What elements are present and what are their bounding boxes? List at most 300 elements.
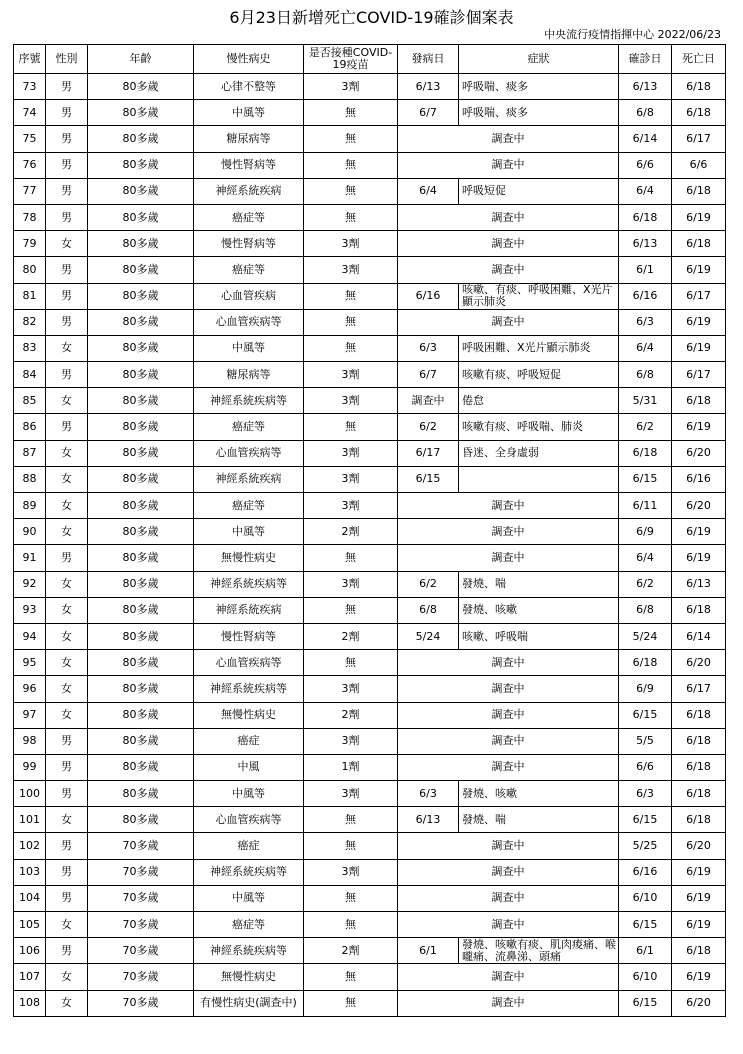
- cell-no: 83: [14, 335, 46, 361]
- cell-no: 88: [14, 466, 46, 492]
- cell-death: 6/18: [672, 100, 726, 126]
- cell-confirm: 6/2: [619, 571, 672, 597]
- cell-death: 6/19: [672, 309, 726, 335]
- cell-age: 80多歲: [88, 623, 194, 649]
- cell-vaccine: 無: [304, 178, 398, 204]
- table-row: [14, 728, 726, 754]
- cell-death: 6/19: [672, 885, 726, 911]
- cell-symptoms: 呼吸喘、痰多: [459, 74, 619, 100]
- table-row: [14, 545, 726, 571]
- cell-death: 6/16: [672, 466, 726, 492]
- cell-sex: 男: [46, 74, 88, 100]
- cell-confirm: 5/25: [619, 833, 672, 859]
- cell-no: 92: [14, 571, 46, 597]
- cell-confirm: 5/24: [619, 623, 672, 649]
- cell-age: 80多歲: [88, 414, 194, 440]
- cell-confirm: 6/18: [619, 650, 672, 676]
- cell-no: 103: [14, 859, 46, 885]
- cell-confirm: 6/14: [619, 126, 672, 152]
- cell-confirm: 5/31: [619, 388, 672, 414]
- cell-history: 癌症等: [194, 912, 304, 938]
- cell-death: 6/13: [672, 571, 726, 597]
- cell-confirm: 6/16: [619, 283, 672, 309]
- cell-sex: 女: [46, 231, 88, 257]
- cell-no: 81: [14, 283, 46, 309]
- cell-onset: 6/3: [398, 335, 459, 361]
- header-confirm: 確診日: [619, 45, 672, 74]
- cell-sex: 女: [46, 493, 88, 519]
- cell-investigating: 調查中: [398, 152, 619, 178]
- header-no: 序號: [14, 45, 46, 74]
- cell-vaccine: 無: [304, 309, 398, 335]
- cell-confirm: 6/15: [619, 466, 672, 492]
- cell-death: 6/19: [672, 414, 726, 440]
- cell-sex: 男: [46, 257, 88, 283]
- cell-confirm: 6/13: [619, 231, 672, 257]
- table-row: [14, 964, 726, 990]
- cell-vaccine: 無: [304, 283, 398, 309]
- cell-onset: 6/7: [398, 100, 459, 126]
- cell-age: 80多歲: [88, 74, 194, 100]
- table-row: [14, 754, 726, 780]
- cell-investigating: 調查中: [398, 728, 619, 754]
- cell-history: 無慢性病史: [194, 545, 304, 571]
- cell-death: 6/19: [672, 204, 726, 230]
- cell-death: 6/20: [672, 440, 726, 466]
- cell-confirm: 6/15: [619, 807, 672, 833]
- cell-confirm: 6/15: [619, 702, 672, 728]
- cell-age: 80多歲: [88, 362, 194, 388]
- table-row: [14, 702, 726, 728]
- cell-confirm: 6/4: [619, 545, 672, 571]
- cell-no: 94: [14, 623, 46, 649]
- table-row: [14, 440, 726, 466]
- cell-no: 91: [14, 545, 46, 571]
- table-row: [14, 676, 726, 702]
- cell-symptoms: 發燒、咳嗽有痰、肌肉痠痛、喉嚨痛、流鼻涕、頭痛: [459, 938, 619, 964]
- cell-symptoms: 發燒、咳嗽: [459, 597, 619, 623]
- table-row: [14, 231, 726, 257]
- cell-history: 神經系統疾病: [194, 178, 304, 204]
- cell-vaccine: 無: [304, 964, 398, 990]
- cell-history: 中風等: [194, 519, 304, 545]
- cell-age: 80多歲: [88, 676, 194, 702]
- cell-symptoms: 發燒、喘: [459, 571, 619, 597]
- cell-death: 6/18: [672, 388, 726, 414]
- cell-death: 6/6: [672, 152, 726, 178]
- cell-vaccine: 無: [304, 833, 398, 859]
- cell-investigating: 調查中: [398, 257, 619, 283]
- cell-onset: 6/4: [398, 178, 459, 204]
- cell-sex: 男: [46, 178, 88, 204]
- table-row: [14, 938, 726, 964]
- table-row: [14, 859, 726, 885]
- cell-age: 80多歲: [88, 178, 194, 204]
- cell-confirm: 6/18: [619, 204, 672, 230]
- cell-age: 80多歲: [88, 309, 194, 335]
- cell-vaccine: 3劑: [304, 466, 398, 492]
- cell-vaccine: 2劑: [304, 702, 398, 728]
- table-row: [14, 833, 726, 859]
- cell-sex: 男: [46, 204, 88, 230]
- cell-death: 6/18: [672, 754, 726, 780]
- cell-death: 6/17: [672, 362, 726, 388]
- cell-vaccine: 無: [304, 650, 398, 676]
- cell-death: 6/19: [672, 964, 726, 990]
- page-title: 6月23日新增死亡COVID-19確診個案表: [229, 8, 514, 27]
- cell-death: 6/20: [672, 493, 726, 519]
- cell-symptoms: 呼吸困難、X光片顯示肺炎: [459, 335, 619, 361]
- cell-confirm: 6/8: [619, 100, 672, 126]
- cell-history: 中風等: [194, 885, 304, 911]
- cell-vaccine: 無: [304, 885, 398, 911]
- cell-no: 77: [14, 178, 46, 204]
- cell-sex: 男: [46, 100, 88, 126]
- cell-sex: 男: [46, 414, 88, 440]
- cell-age: 80多歲: [88, 493, 194, 519]
- cell-investigating: 調查中: [398, 676, 619, 702]
- cell-sex: 女: [46, 623, 88, 649]
- cell-confirm: 6/3: [619, 781, 672, 807]
- cell-history: 神經系統疾病等: [194, 571, 304, 597]
- cell-age: 70多歲: [88, 912, 194, 938]
- cell-age: 70多歲: [88, 990, 194, 1016]
- cell-death: 6/20: [672, 990, 726, 1016]
- cell-investigating: 調查中: [398, 519, 619, 545]
- cell-age: 80多歲: [88, 100, 194, 126]
- table-row: [14, 388, 726, 414]
- cell-no: 104: [14, 885, 46, 911]
- cell-age: 80多歲: [88, 440, 194, 466]
- cell-no: 86: [14, 414, 46, 440]
- cell-history: 無慢性病史: [194, 964, 304, 990]
- cell-history: 慢性腎病等: [194, 231, 304, 257]
- case-table: [13, 44, 726, 1017]
- cell-sex: 女: [46, 388, 88, 414]
- table-row: [14, 623, 726, 649]
- table-row: [14, 571, 726, 597]
- cell-history: 神經系統疾病: [194, 597, 304, 623]
- cell-vaccine: 3劑: [304, 493, 398, 519]
- cell-age: 80多歲: [88, 807, 194, 833]
- cell-history: 中風等: [194, 781, 304, 807]
- cell-no: 108: [14, 990, 46, 1016]
- cell-no: 84: [14, 362, 46, 388]
- table-row: [14, 781, 726, 807]
- cell-death: 6/17: [672, 676, 726, 702]
- cell-age: 80多歲: [88, 728, 194, 754]
- cell-vaccine: 無: [304, 152, 398, 178]
- cell-age: 80多歲: [88, 126, 194, 152]
- cell-history: 心血管疾病: [194, 283, 304, 309]
- cell-symptoms: 咳嗽有痰、呼吸短促: [459, 362, 619, 388]
- cell-onset: 6/2: [398, 571, 459, 597]
- cell-confirm: 6/13: [619, 74, 672, 100]
- cell-no: 82: [14, 309, 46, 335]
- cell-sex: 男: [46, 859, 88, 885]
- cell-history: 無慢性病史: [194, 702, 304, 728]
- cell-no: 87: [14, 440, 46, 466]
- cell-vaccine: 無: [304, 100, 398, 126]
- cell-investigating: 調查中: [398, 204, 619, 230]
- cell-history: 癌症: [194, 833, 304, 859]
- cell-age: 80多歲: [88, 152, 194, 178]
- cell-history: 心血管疾病等: [194, 440, 304, 466]
- cell-history: 神經系統疾病等: [194, 388, 304, 414]
- cell-no: 99: [14, 754, 46, 780]
- cell-death: 6/17: [672, 283, 726, 309]
- cell-sex: 女: [46, 702, 88, 728]
- cell-sex: 男: [46, 283, 88, 309]
- cell-vaccine: 2劑: [304, 938, 398, 964]
- cell-history: 癌症等: [194, 493, 304, 519]
- table-header-row: [14, 45, 726, 74]
- cell-no: 101: [14, 807, 46, 833]
- table-row: [14, 335, 726, 361]
- cell-age: 80多歲: [88, 781, 194, 807]
- cell-age: 70多歲: [88, 964, 194, 990]
- cell-age: 70多歲: [88, 885, 194, 911]
- cell-age: 80多歲: [88, 597, 194, 623]
- table-row: [14, 126, 726, 152]
- table-row: [14, 152, 726, 178]
- cell-confirm: 6/1: [619, 257, 672, 283]
- cell-sex: 男: [46, 152, 88, 178]
- cell-symptoms: 咳嗽、呼吸喘: [459, 623, 619, 649]
- table-row: [14, 414, 726, 440]
- cell-confirm: 6/3: [619, 309, 672, 335]
- cell-history: 中風等: [194, 335, 304, 361]
- cell-history: 心血管疾病等: [194, 807, 304, 833]
- cell-death: 6/20: [672, 833, 726, 859]
- cell-confirm: 6/6: [619, 754, 672, 780]
- cell-history: 神經系統疾病等: [194, 938, 304, 964]
- cell-no: 76: [14, 152, 46, 178]
- cell-sex: 女: [46, 912, 88, 938]
- cell-vaccine: 1劑: [304, 754, 398, 780]
- cell-age: 80多歲: [88, 388, 194, 414]
- cell-vaccine: 3劑: [304, 74, 398, 100]
- cell-death: 6/18: [672, 231, 726, 257]
- cell-vaccine: 3劑: [304, 231, 398, 257]
- cell-death: 6/18: [672, 178, 726, 204]
- cell-sex: 男: [46, 754, 88, 780]
- cell-age: 70多歲: [88, 859, 194, 885]
- cell-history: 癌症: [194, 728, 304, 754]
- cell-sex: 女: [46, 964, 88, 990]
- cell-onset: 6/15: [398, 466, 459, 492]
- cell-sex: 男: [46, 545, 88, 571]
- cell-vaccine: 無: [304, 912, 398, 938]
- cell-no: 74: [14, 100, 46, 126]
- cell-history: 心血管疾病等: [194, 650, 304, 676]
- cell-confirm: 6/4: [619, 335, 672, 361]
- cell-age: 80多歲: [88, 335, 194, 361]
- cell-history: 癌症等: [194, 257, 304, 283]
- cell-history: 神經系統疾病: [194, 466, 304, 492]
- cell-sex: 男: [46, 781, 88, 807]
- cell-onset: 6/13: [398, 74, 459, 100]
- cell-vaccine: 3劑: [304, 571, 398, 597]
- cell-sex: 女: [46, 650, 88, 676]
- cell-confirm: 6/6: [619, 152, 672, 178]
- cell-history: 中風等: [194, 100, 304, 126]
- cell-history: 癌症等: [194, 204, 304, 230]
- cell-death: 6/18: [672, 728, 726, 754]
- cell-death: 6/19: [672, 545, 726, 571]
- table-row: [14, 257, 726, 283]
- cell-death: 6/14: [672, 623, 726, 649]
- cell-death: 6/18: [672, 597, 726, 623]
- cell-confirm: 6/15: [619, 912, 672, 938]
- cell-onset: 6/3: [398, 781, 459, 807]
- cell-confirm: 6/4: [619, 178, 672, 204]
- cell-history: 心律不整等: [194, 74, 304, 100]
- cell-age: 80多歲: [88, 283, 194, 309]
- cell-onset: 5/24: [398, 623, 459, 649]
- cell-confirm: 6/8: [619, 362, 672, 388]
- table-row: [14, 466, 726, 492]
- cell-confirm: 6/8: [619, 597, 672, 623]
- cell-vaccine: 2劑: [304, 623, 398, 649]
- cell-no: 78: [14, 204, 46, 230]
- table-row: [14, 178, 726, 204]
- cell-confirm: 5/5: [619, 728, 672, 754]
- cell-confirm: 6/9: [619, 676, 672, 702]
- cell-no: 93: [14, 597, 46, 623]
- table-row: [14, 912, 726, 938]
- header-age: 年齡: [88, 45, 194, 74]
- cell-age: 80多歲: [88, 754, 194, 780]
- cell-investigating: 調查中: [398, 231, 619, 257]
- cell-sex: 女: [46, 335, 88, 361]
- cell-history: 癌症等: [194, 414, 304, 440]
- cell-sex: 男: [46, 728, 88, 754]
- cell-vaccine: 2劑: [304, 519, 398, 545]
- cell-symptoms: [459, 466, 619, 492]
- cell-investigating: 調查中: [398, 309, 619, 335]
- cell-vaccine: 3劑: [304, 362, 398, 388]
- cell-vaccine: 3劑: [304, 257, 398, 283]
- header-history: 慢性病史: [194, 45, 304, 74]
- cell-history: 糖尿病等: [194, 126, 304, 152]
- cell-onset: 6/7: [398, 362, 459, 388]
- cell-vaccine: 3劑: [304, 859, 398, 885]
- cell-no: 105: [14, 912, 46, 938]
- header-vaccine: 是否接種COVID-19疫苗: [304, 45, 398, 74]
- cell-death: 6/17: [672, 126, 726, 152]
- cell-symptoms: 咳嗽、有痰、呼吸困難、X光片顯示肺炎: [459, 283, 619, 309]
- cell-no: 97: [14, 702, 46, 728]
- cell-no: 102: [14, 833, 46, 859]
- cell-history: 糖尿病等: [194, 362, 304, 388]
- cell-vaccine: 無: [304, 990, 398, 1016]
- cell-death: 6/18: [672, 74, 726, 100]
- cell-age: 80多歲: [88, 466, 194, 492]
- cell-history: 神經系統疾病等: [194, 676, 304, 702]
- cell-symptoms: 呼吸喘、痰多: [459, 100, 619, 126]
- cell-no: 85: [14, 388, 46, 414]
- cell-vaccine: 無: [304, 204, 398, 230]
- cell-sex: 女: [46, 571, 88, 597]
- cell-onset: 6/17: [398, 440, 459, 466]
- cell-age: 80多歲: [88, 545, 194, 571]
- cell-no: 75: [14, 126, 46, 152]
- cell-vaccine: 無: [304, 335, 398, 361]
- cell-sex: 女: [46, 676, 88, 702]
- cell-investigating: 調查中: [398, 126, 619, 152]
- header-onset: 發病日: [398, 45, 459, 74]
- cell-sex: 男: [46, 126, 88, 152]
- cell-investigating: 調查中: [398, 885, 619, 911]
- cell-age: 80多歲: [88, 571, 194, 597]
- cell-sex: 女: [46, 440, 88, 466]
- cell-investigating: 調查中: [398, 990, 619, 1016]
- cell-vaccine: 無: [304, 807, 398, 833]
- cell-vaccine: 3劑: [304, 440, 398, 466]
- cell-age: 80多歲: [88, 257, 194, 283]
- cell-death: 6/19: [672, 335, 726, 361]
- cell-investigating: 調查中: [398, 493, 619, 519]
- cell-vaccine: 無: [304, 126, 398, 152]
- cell-death: 6/18: [672, 702, 726, 728]
- cell-confirm: 6/11: [619, 493, 672, 519]
- cell-investigating: 調查中: [398, 545, 619, 571]
- header-symptoms: 症狀: [459, 45, 619, 74]
- cell-sex: 男: [46, 938, 88, 964]
- cell-vaccine: 無: [304, 414, 398, 440]
- cell-sex: 女: [46, 466, 88, 492]
- cell-confirm: 6/10: [619, 964, 672, 990]
- cell-onset: 調查中: [398, 388, 459, 414]
- table-row: [14, 885, 726, 911]
- cell-investigating: 調查中: [398, 702, 619, 728]
- cell-death: 6/18: [672, 807, 726, 833]
- table-row: [14, 990, 726, 1016]
- cell-sex: 男: [46, 362, 88, 388]
- cell-age: 80多歲: [88, 650, 194, 676]
- cell-vaccine: 3劑: [304, 388, 398, 414]
- cell-vaccine: 無: [304, 597, 398, 623]
- cell-no: 106: [14, 938, 46, 964]
- cell-symptoms: 呼吸短促: [459, 178, 619, 204]
- cell-age: 70多歲: [88, 938, 194, 964]
- cell-confirm: 6/15: [619, 990, 672, 1016]
- cell-confirm: 6/9: [619, 519, 672, 545]
- cell-history: 有慢性病史(調查中): [194, 990, 304, 1016]
- cell-death: 6/19: [672, 859, 726, 885]
- cell-age: 80多歲: [88, 702, 194, 728]
- cell-history: 心血管疾病等: [194, 309, 304, 335]
- cell-onset: 6/2: [398, 414, 459, 440]
- table-row: [14, 283, 726, 309]
- cell-vaccine: 3劑: [304, 676, 398, 702]
- table-row: [14, 493, 726, 519]
- cell-investigating: 調查中: [398, 964, 619, 990]
- source-label: 中央流行疫情指揮中心 2022/06/23: [544, 28, 721, 41]
- cell-no: 90: [14, 519, 46, 545]
- cell-age: 80多歲: [88, 231, 194, 257]
- table-row: [14, 309, 726, 335]
- cell-death: 6/18: [672, 938, 726, 964]
- table-row: [14, 597, 726, 623]
- table-row: [14, 74, 726, 100]
- cell-death: 6/19: [672, 519, 726, 545]
- cell-investigating: 調查中: [398, 859, 619, 885]
- cell-no: 100: [14, 781, 46, 807]
- cell-sex: 男: [46, 309, 88, 335]
- cell-no: 96: [14, 676, 46, 702]
